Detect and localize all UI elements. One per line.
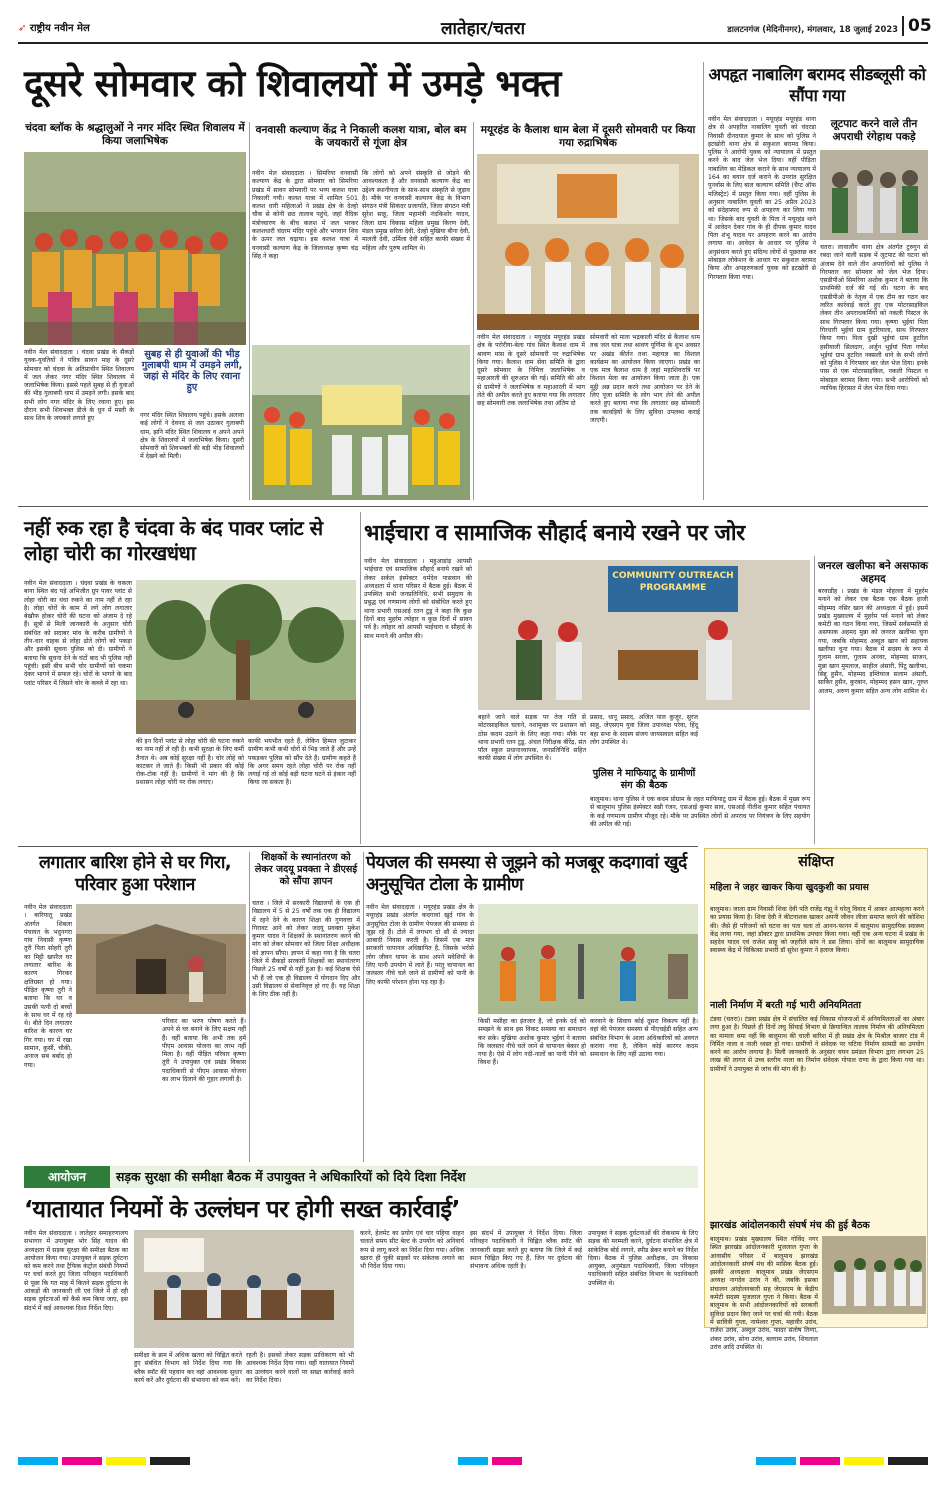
story1-sub-a-quote: सुबह से ही युवाओं की भीड़ गुलाबपी धाम में उमड़ने लगी, जहां से मंदिर के लिए रवाना हुए xyxy=(141,349,243,393)
story1-sub-b-body: नवीन मेल संवाददाता । सिमरिया वनवासी कल्याण केंद्र के द्वारा सोमवार को सिमरिया प्रखंड में सावन सोमवारी पर भव्य कलश यात्रा निकाली गयी। कलश यात्रा में शामिल 501 कलश धारी महिलाओं ने प्रखंड क्षेत्र के देल्हो चौक से कोनी छठ तालाब पहुंचे, जहां वैदिक मंत्रोच्चारण के बीच कलश में जल भरकर कलशधारी चंदरम मंदिर पहुंचे और भगवान शिव के ऊपर जल चढ़ाया। इस कलश यात्रा में वनवासी कल्याण केंद्र के जिलाध्यक्ष कृष्ण चंद्र सिंह ने कहा xyxy=(252,170,358,260)
story1-sub-a-title: चंदवा ब्लॉक के श्रद्धालुओं ने नगर मंदिर स्थित शिवालय में किया जलाभिषेक xyxy=(25,122,245,147)
story1-sub-c-title: मयूरहंड के कैलाश धाम बेला में दूसरी सोमवारी पर किया गया रुद्राभिषेक xyxy=(480,124,696,149)
story10-body: नवीन मेल संवाददाता । लातेहार समाहरणालय सभागार में उपायुक्त भोर सिंह यादव की अध्यक्षता में सड़क सुरक्षा की समीक्षा बैठक का आयोजन किया गया। उपायुक्त ने सड़क दुर्घटना को कम करने तथा ट्रैफिक कंट्रोल संबंधी नियमों पर चर्चा करते हुए जिला परिवहन पदाधिकारी से पूछा कि गत माह में कितने सड़क दुर्घटना के आंकड़ों की जानकारी ली एवं जिले में हो रही सड़क दुर्घटनाओं को कैसे कम किया जाए, इस संदर्भ में कई आवश्यक दिशा निर्देश दिए। xyxy=(24,1230,128,1312)
divider xyxy=(249,122,250,500)
section-title: लातेहार/चतरा xyxy=(440,19,526,39)
sidebar-b1-body: बालूमाथ। जाला ग्राम निवासी शिवा देवी पति राजेंद्र गंझू ने घरेलू विवाद में आकर आत्महत्या करने का प्रयास किया है। शिवा देवी ने कीटनाशक खाकर अपनी जीवन लीला समाप्त करने की कोशिश की। जैसे ही परिजनों को घटना का पता चला तो आनन-फानन में बालूमाथ सामुदायिक स्वास्थ्य केंद्र लाया गया, जहां डॉक्टर द्वारा प्राथमिक उपचार किया गया। वहीं एक अन्य घटना में प्रखंड के सहदेव यादव एवं राजेश साहू को जहरीले सांप ने डस लिया। दोनों का बालूमाथ सामुदायिक स्वास्थ्य केंद्र में चिकित्सा प्रभारी डॉ सुरेश कुमार ने इलाज किया। xyxy=(710,906,924,955)
story2-body: नवीन मेल संवाददाता । मयूरहंड मयूरहंड थाना क्षेत्र से अपहरित नाबालिग युवती को चंदरडा निवासी दीनदयाल कुमार के साथ को पुलिस ने इटखोरी थाना क्षेत्र से सकुशल बरामद किया। पुलिस ने आरोपी युवक को न्यायालय में प्रस्तुत करने के बाद जेल भेज दिया। वहीं पीड़िता नाबालिग का मेडिकल कराने के साथ न्यायालय में 164 का बयान दर्ज कराने के उपरांत सुरक्षित पुनर्वास के लिए बाल कल्याण समिति (चैप्ट ऑफ मजिस्ट्रेट) में प्रस्तुत किया गया। वहीं पुलिस के अनुसार नाबालिग युवती का 25 अप्रैल 2023 को संदेहास्पद रूप से अपहरण कर लिया गया था। जिसके बाद युवती के पिता ने मयूरहंड थाने में आवेदन देकर गांव के ही दीपक कुमार यादव पिता शंभू यादव पर अपहरण करने का आरोप लगाया था। आवेदन के आधार पर पुलिस ने अनुसंधान करते हुए संदिग्ध लोगों से पूछताछ कर मोबाइल लोकेशन के आधार पर सकुशल बरामद किया और अपहरणकर्ता युवक को इटखोरी से गिरफ्तार किया गया। xyxy=(708,116,816,281)
story10-body2: समीक्षा के क्रम में अधिक खतरा को चिह्नित करते हुए संबंधित विभाग को निर्देश दिया गया कि ब्लैक स्पॉट की पहचान कर वहां आवश्यक सुधार कार्य करें और दुर्घटना की संभावना को कम करें। xyxy=(134,1352,242,1384)
story5-body3: प्रसाद, धानू प्रसाद, अजित पाल कुजूर, सुरज साहू, जेएसएम युवा जिला उपाध्यक्ष परेवा, हिंदू बहा सभा के सदस्य संजय जायसवाल सहित कई लोग उपस्थित थे। xyxy=(590,714,698,746)
sidebar-b2-body: टंडवा (चतरा)। टंडवा प्रखंड क्षेत्र में संचालित कई विकास योजनाओं में अनियमितताओं का अंबार लगा हुआ है। पिछले ही दिनों लघु सिंचाई विभाग से क्रियान्वित तालाब निर्माण की अनियमितता का मामला थमा नहीं कि बालूमाथ की चाली बारिश में ही प्रखंड क्षेत्र के मिश्रौल बाजार टांड में निर्मित नाला व नाली ध्वस्त हो गया। ग्रामीणों ने संवेदक पर घटिया निर्माण सामग्री का उपयोग करने का आरोप लगाया है। मिली जानकारी के अनुसार चयन प्रमंडल विभाग द्वारा लगभग 25 लाख की लागत से उच्च स्तरीय नाला का निर्माण संवेदक गोपाल राणा के द्वारा किया गया था। ग्रामीणों ने उपायुक्त से जांच की मांग की है। xyxy=(710,1016,924,1073)
brand-name: राष्ट्रीय नवीन मेल xyxy=(29,23,90,34)
page-number: 05 xyxy=(902,16,928,36)
story1-sub-a-body: नवीन मेल संवाददाता । चंदवा प्रखंड के सैकड़ों युवक-युवतियों ने पवित्र सावन माह के दूसरे सोमवार को चंदवा के अतिप्राचीन स्थित शिवालय में जल लेकर नगर मंदिर स्थित शिवालय में जलाभिषेक किया। इससे पहले सुबह से ही युवाओं की भीड़ गुलाबपी धाम में उमड़ने लगी। इसके बाद सभी लोग नगर मंदिर के लिए रवाना हुए। इस दौरान सभी शिवभक्त डीजे के धुन में मस्ती के साथ शिव के जयकारे लगाते हुए xyxy=(24,349,134,423)
sidebar-b3-title: झारखंड आंदोलनकारी संघर्ष मंच की हुई बैठक xyxy=(710,1220,870,1231)
story10-kicker: आयोजन xyxy=(24,1166,110,1188)
story5-headline: भाईचारा व सामाजिक सौहार्द बनाये रखने पर जोर xyxy=(364,521,745,546)
story7-headline: लगातार बारिश होने से घर गिरा, परिवार हुआ परेशान xyxy=(38,853,232,895)
outreach-banner-text: COMMUNITY OUTREACH PROGRAMME xyxy=(612,571,734,593)
sidebar-b3-body: बालूमाथ। प्रखंड मुख्यालय स्थित गोविंद नगर स्थित झारखंड आंदोलनकारी मुजलाल गुप्ता के आवासीय परिसर में बालूमाथ झारखंड आंदोलनकारी संघर्ष मंच की मासिक बैठक हुई। इसकी अध्यक्षता बालूमाथ प्रखंड जेएसएम अध्यक्ष नागदेव उरांव ने की, जबकि इसका संचालन आंदोलनकारी सह जेएसएम के केंद्रीय कमेटी सदस्य मुजलाल गुप्ता ने किया। बैठक में बालूमाथ के सभी आंदोलनकारियों को सरकारी सुविधा प्रदान किए जाने पर चर्चा की गयी। बैठक में सावित्री गुप्ता, नामेश्वर गुप्ता, महावीर उरांव, राजेश उरांव, अब्दुल उरांव, फादर संतोष तिग्गा, शंकर उरांव, सोना उरांव, बलराम उरांव, शिवलाल उरांव आदि उपस्थित थे। xyxy=(710,1236,818,1351)
story10-headline: ‘यातायात नियमों के उल्लंघन पर होगी सख्त कार्रवाई’ xyxy=(24,1195,460,1223)
story10-body4: करने, हेलमेट का प्रयोग एवं चार पहिया वाहन चलाते समय सीट बेल्ट के उपयोग को अनिवार्य रूप से लागू करने का निर्देश दिया गया। अधिक खतरा ही चुकी सड़कों पर संकेतक लगाने का भी निर्देश दिया गया। xyxy=(360,1230,464,1271)
story4-body: नवीन मेल संवाददाता । चंदवा प्रखंड के चकला बाना स्थित बंद पड़े अभिजीत ग्रुप पावर प्लांट से लोहा चोरी का धंधा रुकने का नाम नहीं ले रहा है। लोहा चोरों के काम में लगे लोग लगातार बेखौफ होकर चोरी की घटना को अंजाम दे रहे हैं। सूत्रों से मिली जानकारी के अनुसार चोरी संबंधित को सदाबर मांव के करीब ग्रामीणों ने तीन-चार वाहक से लोहा ढोते लोगों को पकड़ा और इसकी सूचना पुलिस को दी। ग्रामीणों ने बताया कि सूचना देने के घंटों बाद भी पुलिस नहीं पहुंची। इसी बीच सभी चोर ग्रामीणों को चकमा देकर भागने में सफल रहे। चोरों के भागने के बाद प्लांट परिसर में जिसने चोर के कब्जे में रहा था। xyxy=(24,580,132,687)
story10-body5: इस संदर्भ में उपायुक्त ने निर्देश दिया। जिला परिवहन पदाधिकारी ने चिह्नित ब्लैक स्पॉट की जानकारी साझा करते हुए बताया कि जिले में कई स्थान चिह्नित किए गए हैं, जिन पर दुर्घटना की संभावना अधिक रहती है। xyxy=(470,1230,582,1271)
story9-headline: पेयजल की समस्या से जूझने को मजबूर कदगावां खुर्द अनुसूचित टोला के ग्रामीण xyxy=(366,853,687,895)
divider xyxy=(703,62,704,500)
story2-headline: अपहृत नाबालिग बरामद सीडब्लूसी को सौंपा गया xyxy=(708,65,926,105)
divider xyxy=(473,122,474,500)
bird-icon: ➶ xyxy=(18,23,30,34)
divider xyxy=(814,556,815,844)
sidebar-title: संक्षिप्त xyxy=(798,854,834,870)
story8-body: चतरा । जिले में सरकारी विद्यालयों के एक ही विद्यालय में 5 से 25 वर्षों तक एक ही विद्यालय में रहने देने के कारण शिक्षा की गुणवत्ता में गिरावट आने को लेकर जदयू प्रवक्ता मुकेश कुमार यादव ने शिक्षकों के स्थानांतरण करने की मांग को लेकर सोमवार को जिला शिक्षा अधीक्षक को ज्ञापन सौंपा। ज्ञापन में कहा गया है कि चतरा जिले में सैकड़ों सरकारी शिक्षकों का स्थानांतरण पिछले 25 वर्षों से नहीं हुआ है। कई शिक्षक ऐसे भी हैं जो एक ही विद्यालय में योगदान दिए और उसी विद्यालय से सेवानिवृत्त हो गए हैं। यह शिक्षा के लिए ठीक नहीं है। xyxy=(252,900,360,999)
dateline: डालटनगंज (मेदिनीनगर), मंगलवार, 18 जुलाई 2023 xyxy=(727,24,898,34)
story5-box-title: पुलिस ने माफियाटू के ग्रामीणों संग की बैठक xyxy=(592,768,696,791)
story1-sub-c-body: नवीन मेल संवाददाता । मयूरहंड मयूरहंड प्रखंड क्षेत्र के परोरीया-बेला गांव स्थित कैलाश धाम में श्रावण मास के दूसरे सोमवारी पर रुद्राभिषेक किया गया। कैलाश धाम सेवा समिति के द्वारा दूसरे सोमवार के निमित्त जलाभिषेक व महाआरती की शुरुआत की गई। समिति की ओर से ग्रामीणों ने जलाभिषेक व महाआरती में भाग लेते की अपील करते हुए बताया गया कि लगातार छह सोमवारी तक जलाभिषेक तथा अंतिम दो xyxy=(477,334,585,408)
photo-devotees-procession xyxy=(24,152,246,345)
story1-headline: दूसरे सोमवार को शिवालयों में उमड़े भक्त xyxy=(24,62,561,105)
photo-power-plant-site xyxy=(136,580,356,734)
photo-road-safety-meeting xyxy=(134,1230,354,1348)
story6-body: बरवाडीह । प्रखंड के मंडल मोहल्ला में मुहर्रम मनाने को लेकर एक बैठक एक बैठक हाजी मोहम्मद नसिर खान की अध्यक्षता में हुई। इसमें प्रखंड मुख्यालय में मुहर्रम पर्व मनाने को लेकर कमेटी का गठन किया गया, जिसमें सर्वसम्मति से असफाक अहमद मुन्ना को जनरल खलीफा चुना गया, जबकि मोहम्मद अब्दुल खान को सहायक खलीफा चुना गया। बैठक में सदस्य के रूप में गुलाम सरवर, गुलाम अनवर, मोहम्मद साजन, मुन्ना खान मुमताज, साहील अंसारी, पिंटू खलीफा, सिद्दू हुसैन, मोहम्मद इम्तियाज सलाम अंसारी, साकिर हुसैन, कुरबान, मोहम्मद हसन खान, नूरुल आलम, अरुण कुमार सहित अन्य लोग शामिल थे। xyxy=(818,588,928,695)
brand-logo xyxy=(18,20,158,38)
story4-body3: काफी भयभीत रहते हैं, लेकिन हिम्मत जुटाकर ग्रामीण कभी कभी चोरों से भिड़ जाते हैं और उन्हें पकड़कर पुलिस को सौंप देते हैं। ग्रामीण कहते हैं कि अगर समय रहते लोहा चोरी पर रोक नहीं लगाई गई तो कोई बड़ी घटना घटने से इंकार नहीं किया जा सकता है। xyxy=(248,738,356,787)
photo-villagers-handpump xyxy=(478,904,698,1014)
story5-box-body-cont xyxy=(702,714,810,792)
story9-body2: किसी मसीहा का इंतजार है, जो इनके दर्द को समझने के साथ इस विकट समस्या का समाधान कर सके। मुखिया अशोक कुमार भुईयां ने बताया कि जलस्तर नीचे चले जाने से चापानल बेकार हो गया है। ऐसे में लोग नदी-नालों का पानी पीने को विवश हैं। xyxy=(478,1018,586,1067)
story4-body2: की इन दिनों प्लांट से लोहा चोरी की घटना रुकने का नाम नहीं ले रही है। कभी सुरक्षा के लिए कर्मी तैनात थे। अब कोई सुरक्षा नहीं है। चोर लोहे को काटकर ले जाते हैं। किसी भी प्रकार की कोई रोक-टोक नहीं है। ग्रामीणों ने मांग की है कि प्रशासन लोहा चोरी पर रोक लगाए। xyxy=(136,738,244,787)
story5-box-body: बालूमाथ। थाना पुलिस ने एक कदम प्रोग्राम के तहत माफियाटू ग्राम में बैठक हुई। बैठक में मुख्य रूप से बालूमाथ पुलिस इंस्पेक्टर सन्नी रंजन, एसआई कुमार साव, एसआई नीतीश कुमार सहित पंचायत के कई गणमान्य ग्रामीण मौजूद रहे। मौके पर उपस्थित लोगों से अपराध पर नियंत्रण के लिए सहयोग की अपील की गई। xyxy=(590,796,810,828)
story10-body6: उपायुक्त ने सड़क दुर्घटनाओं की रोकथाम के लिए सड़क की मरम्मती करने, दुर्घटना संभावित क्षेत्र में सांकेतिक बोर्ड लगाने, स्पीड ब्रेकर बनाने का निर्देश दिया। बैठक में पुलिस अधीक्षक, उप विकास आयुक्त, अनुमंडल पदाधिकारी, जिला परिवहन पदाधिकारी सहित संबंधित विभाग के पदाधिकारी उपस्थित थे। xyxy=(588,1230,698,1287)
photo-outreach-meeting xyxy=(478,560,810,710)
story9-body3: करवाने के सिवाय कोई दूसरा विकल्प नहीं है। वहां की पेयजल समस्या से पीएचईडी सहित अन्य संबंधित विभाग के आला अधिकारियों को अवगत कराया गया है, लेकिन कोई कारगर कदम समाधान के लिए नहीं उठाया गया। xyxy=(590,1018,698,1059)
divider xyxy=(363,852,364,1162)
story8-headline: शिक्षकों के स्थानांतरण को लेकर जदयू प्रवक्ता ने डीएसई को सौंपा ज्ञापन xyxy=(254,852,358,887)
story7-body-cont xyxy=(76,1018,158,1160)
sidebar-b1-title: महिला ने जहर खाकर किया खुदकुशी का प्रयास xyxy=(710,882,869,893)
divider xyxy=(249,852,250,1162)
divider xyxy=(18,846,698,847)
divider xyxy=(18,506,928,507)
story7-body2: परिवार का भरण पोषण करते हैं। अपने से घर बनाने के लिए सक्षम नहीं हैं। वहीं बताया कि अभी तक हमें पीएम आवास योजना का लाभ नहीं मिला है। वहीं पीड़ित परिवार कृष्णा तुरी ने उपायुक्त एवं प्रखंड विकास पदाधिकारी से पीएम आवास योजना का लाभ दिलाने की गुहार लगायी है। xyxy=(162,1018,246,1084)
story1-sub-c-body2: सोमवारी को माता भद्रकाली मंदिर से कैलाश धाम तक जल यात्रा तथा श्रावण पूर्णिमा के शुभ अवसर पर अखंड कीर्तन तथा महायज्ञ का विशाल कार्यक्रम का आयोजन किया जाएगा। प्रखंड का एक मात्र कैलाश धाम है जहां महाशिवरात्रि पर विशाल मेला का आयोजन किया जाता है। एक मुट्ठी अन्न प्रदान करने तथा आयोजन पर देने के लिए पूजा समिति के लोग भाग लेने की अपील करते हुए बताया गया कि लगातार छह सोमवारी तक कावड़ियों के लिए सुविधा उपलब्ध कराई जाएगी। xyxy=(590,334,700,424)
story1-sub-b-title: वनवासी कल्याण केंद्र ने निकाली कलश यात्रा, बोल बम के जयकारों से गूंजा क्षेत्र xyxy=(255,124,467,149)
photo-collapsed-house xyxy=(76,904,246,1014)
sidebar-b2-title: नाली निर्माण में बरती गई भारी अनियमितता xyxy=(710,1000,861,1011)
story5-body: नवीन मेल संवाददाता । महुआडांड़ आपसी भाईचारा एवं सामाजिक सौहार्द बनाये रखने को लेकर सर्कल इंस्पेक्टर धर्मदेव पासवान की अध्यक्षता में थाना परिसर में बैठक हुई। बैठक में उपस्थित सभी जनप्रतिनिधि, सभी समुदाय के प्रबुद्ध एवं गणमान्य लोगों को संबोधित करते हुए थाना प्रभारी एसआई रतन टुडू ने कहा कि कुछ दिनों बाद मुहर्रम त्योहार व कुछ दिनों में सावन पर्व है। त्योहार को आपसी भाईचारा व सौहार्द के साथ मनाने की अपील की। xyxy=(364,558,472,640)
story5-body2: बहाने जाने वाले सड़क पर तेज गति से मोटरसाइकिल चलाने, नशामुक्त पर प्रशासन को ठोस कदम उठाने के लिए कहा गया। मौके पर थाना प्रभारी रतन टुडू, अंचल निरीक्षक बीरेंद्र, संत पॉल स्कूल प्रधानाध्यापक, जनप्रतिनिधि सहित काफी संख्या में लोग उपस्थित थे। xyxy=(478,714,586,763)
story10-body3: रहती है। इसको लेकर सड़क प्राधिकरण को भी आवश्यक निर्देश दिया गया। वहीं यातायात नियमों का उल्लंघन करने वालों पर सख्त कार्रवाई करने का निर्देश दिया। xyxy=(246,1352,354,1384)
masthead xyxy=(18,16,932,44)
story3-body: चतरा। लावालौंग थाना क्षेत्र अंतर्गत टुरुगुन से रबदा जाने वाली सड़क में लूटपाट की घटना को अंजाम देने वाले तीन अपराधियों को पुलिस ने गिरफ्तार कर सोमवार को जेल भेज दिया। एसडीपीओ सिमरिया अशोक कुमार ने बताया कि प्राथमिकी दर्ज की गई थी। घटना के बाद एसडीपीओ के नेतृत्व में एक टीम का गठन कर त्वरित कार्रवाई करते हुए एक मोटरसाइकिल लेकर तीन अपराधकर्मियों को नकली पिस्टल के साथ गिरफ्तार किया गया। कृष्णा भुईयां पिता गिरधारी भुईयां ग्राम हुटरियाला, साथ गिरफ्तार किया गया। पिता दुखी भुईयां ग्राम हुटरिल हसीयाली सिलदाग, अर्जुन भुईयां पिता गणेश भुईयां ग्राम हुटरिल नक्सली थाने के सभी लोगों को पुलिस ने गिरफ्तार कर जेल भेज दिया। इनके पास से एक मोटरसाइकिल, नकली पिस्टल व मोबाइल बरामद किया गया। सभी आरोपियों को न्यायिक हिरासत में जेल भेज दिया गया। xyxy=(820,244,928,393)
print-registration-strip xyxy=(18,1452,928,1464)
photo-arrested-accused xyxy=(820,150,928,240)
photo-jharkhand-meeting xyxy=(822,1236,926,1314)
story1-sub-b-body2: कि लोगों को अपने संस्कृति से जोड़ने की आवश्यकता है और वनवासी कल्याण केंद्र का उद्देश्य स्थानीयता के साथ-साथ संस्कृति से जुड़ाव है। मौके पर वनवासी कल्याण केंद्र के विभाग संगठन मंत्री सिकंदर प्रजापति, जिला संगठन मंत्री सुरेश साहू, जिला महामंत्री नंदकिशोर यादव, जिला ग्राम विकास महिला प्रमुख किरण देवी, मंडल प्रमुख सरिता देवी, देल्हो मुखिया बीना देवी, मालती देवी, उर्मिला देवी सहित काफी संख्या में महिला और पुरुष शामिल थे। xyxy=(362,170,470,252)
story9-body: नवीन मेल संवाददाता । मयूरहंड प्रखंड क्षेत्र के मयूरहंड प्रखंड अंतर्गत कदगावां खुर्द गांव के अनुसूचित टोला के ग्रामीण पेयजल की समस्या से जूझ रहे हैं। टोले में लगभग दो सौ से ज्यादा आबादी निवास करती है। जिसमें एक मात्र सरकारी चापानल अधिष्ठापित है, जिसके भरोसे लोग जीवन यापन के साथ अपने मवेशियों के लिए पानी उपयोग में लाते हैं। परंतु चापानल का जलस्तर नीचे चले जाने से ग्रामीणों को पानी के लिए काफी परेशान होना पड़ रहा है। xyxy=(366,904,474,986)
story7-body: नवीन मेल संवाददाता । बारियातू प्रखंड अंतर्गत शिबला पंचायत के भदुनगरा गांव निवासी कृष्णा तुरी पिता सोहरी तुरी का मिट्टी खपरैल घर लगातार बारिश के कारण गिरकर क्षतिग्रस्त हो गया। पीड़ित कृष्णा तुरी ने बताया कि घर व उसकी पत्नी दो बच्चों के साथ घर में रह रहे थे। बीते दिन लगातार बारिश के कारण घर गिर गया। घर में रखा सामान, कुर्सी, चौकी, अनाज सब बर्बाद हो गया। xyxy=(24,904,72,1069)
photo-rudrabhishek xyxy=(477,154,699,330)
story10-deck: सड़क सुरक्षा की समीक्षा बैठक में उपायुक्त ने अधिकारियों को दिये दिशा निर्देश xyxy=(116,1169,466,1184)
photo-kalash-yatra xyxy=(252,345,470,500)
story6-headline: जनरल खलीफा बने असफाक अहमद xyxy=(818,560,928,585)
story3-headline: लूटपाट करने वाले तीन अपराधी रंगेहाथ पकड़े xyxy=(830,118,918,143)
story4-headline: नहीं रुक रहा है चंदवा के बंद पावर प्लांट से लोहा चोरी का गोरखधंधा xyxy=(24,516,323,565)
story1-sub-a-body2: नगर मंदिर स्थित शिवालय पहुंचे। इसके अलावा कई लोगों ने देवनद से जल उठाकर गुलाबपी धाम, झनि मंदिर स्थित शिवालय व अपने अपने क्षेत्र के शिवालयों में जलाभिषेक किया। दूसरी सोमवारी को शिवभक्तों की बड़ी भीड़ शिवालयों में देखने को मिली। xyxy=(140,412,244,461)
divider xyxy=(360,512,361,844)
